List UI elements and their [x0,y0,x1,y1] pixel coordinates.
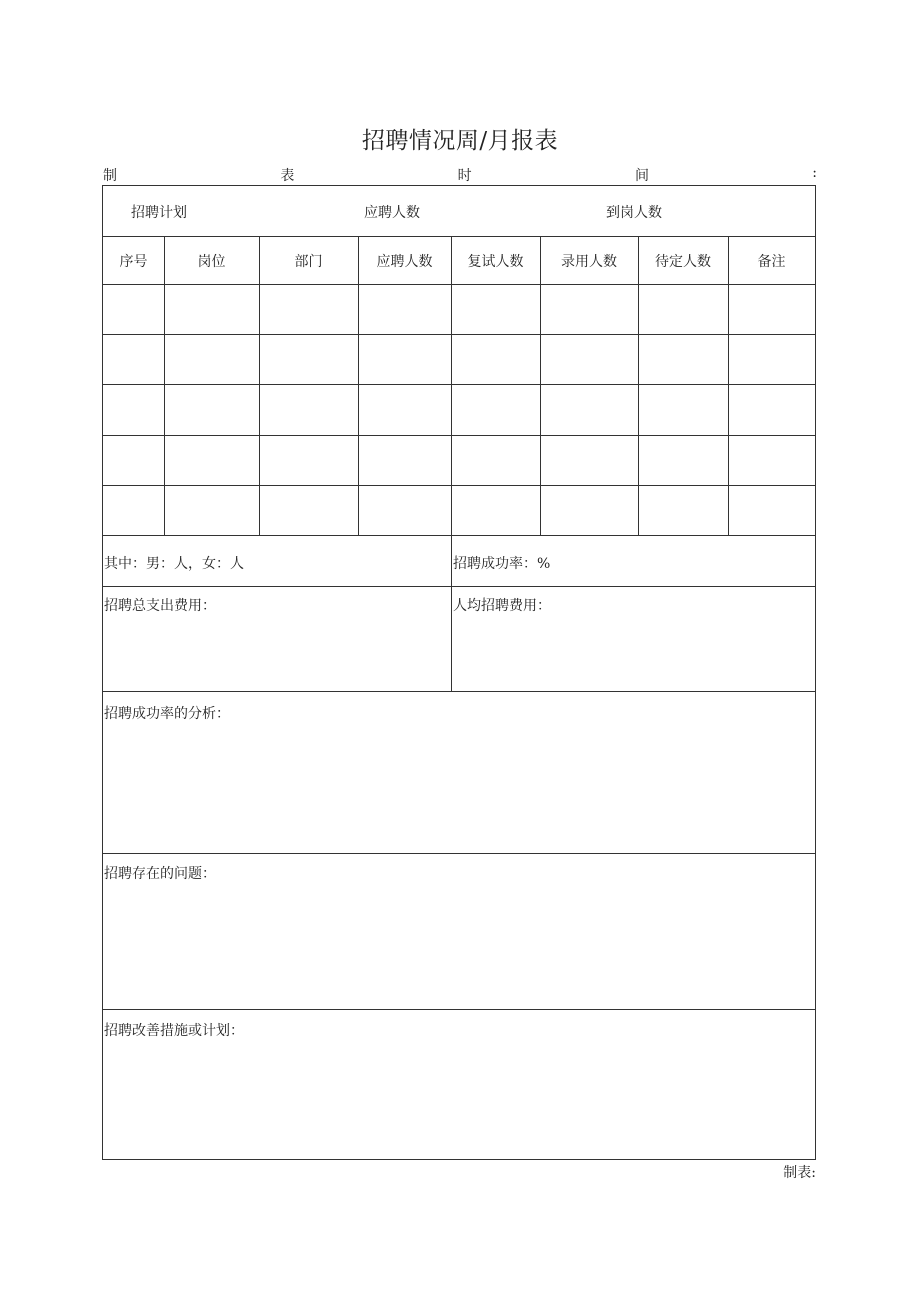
date-char-4: 间 [634,168,649,184]
col-divider [638,236,639,535]
row-divider [103,1009,815,1010]
row-divider [103,236,815,237]
col-header-position: 岗位 [197,254,226,270]
row-divider [103,853,815,854]
date-colon: : [812,165,817,181]
date-char-2: 表 [280,168,295,184]
col-header-hired: 录用人数 [561,254,617,270]
row-divider [103,384,815,385]
row-divider [103,435,815,436]
preparer-label: 制表: [783,1165,816,1181]
analysis-label: 招聘成功率的分析： [104,706,230,722]
row-divider [103,284,815,285]
row-divider [103,586,815,587]
problems-label: 招聘存在的问题： [104,866,216,882]
improvement-label: 招聘改善措施或计划： [104,1023,244,1039]
col-divider [728,236,729,535]
col-header-pending: 待定人数 [655,254,711,270]
col-divider [451,236,452,535]
col-header-second-interview: 复试人数 [467,254,524,270]
row-divider [103,691,815,692]
plan-label: 招聘计划 [131,205,187,221]
gender-breakdown: 其中：男：人，女：人 [104,556,244,572]
col-divider [358,236,359,535]
col-divider [164,236,165,535]
report-table [102,185,816,1160]
row-divider [103,535,815,536]
page-title: 招聘情况周/月报表 [361,128,559,154]
col-divider [451,535,452,691]
row-divider [103,334,815,335]
date-char-3: 时 [457,168,472,184]
col-header-remarks: 备注 [757,254,786,270]
col-divider [540,236,541,535]
col-header-index: 序号 [119,254,148,270]
arrived-label: 到岗人数 [606,205,662,221]
col-divider [259,236,260,535]
date-row [103,165,817,185]
per-capita-cost-label: 人均招聘费用： [453,598,551,614]
col-header-applicants: 应聘人数 [376,254,433,270]
col-header-department: 部门 [294,254,323,270]
row-divider [103,485,815,486]
success-rate: 招聘成功率：% [453,556,551,572]
applicants-label: 应聘人数 [364,205,420,221]
date-char-1: 制 [103,168,117,184]
total-cost-label: 招聘总支出费用： [104,598,216,614]
